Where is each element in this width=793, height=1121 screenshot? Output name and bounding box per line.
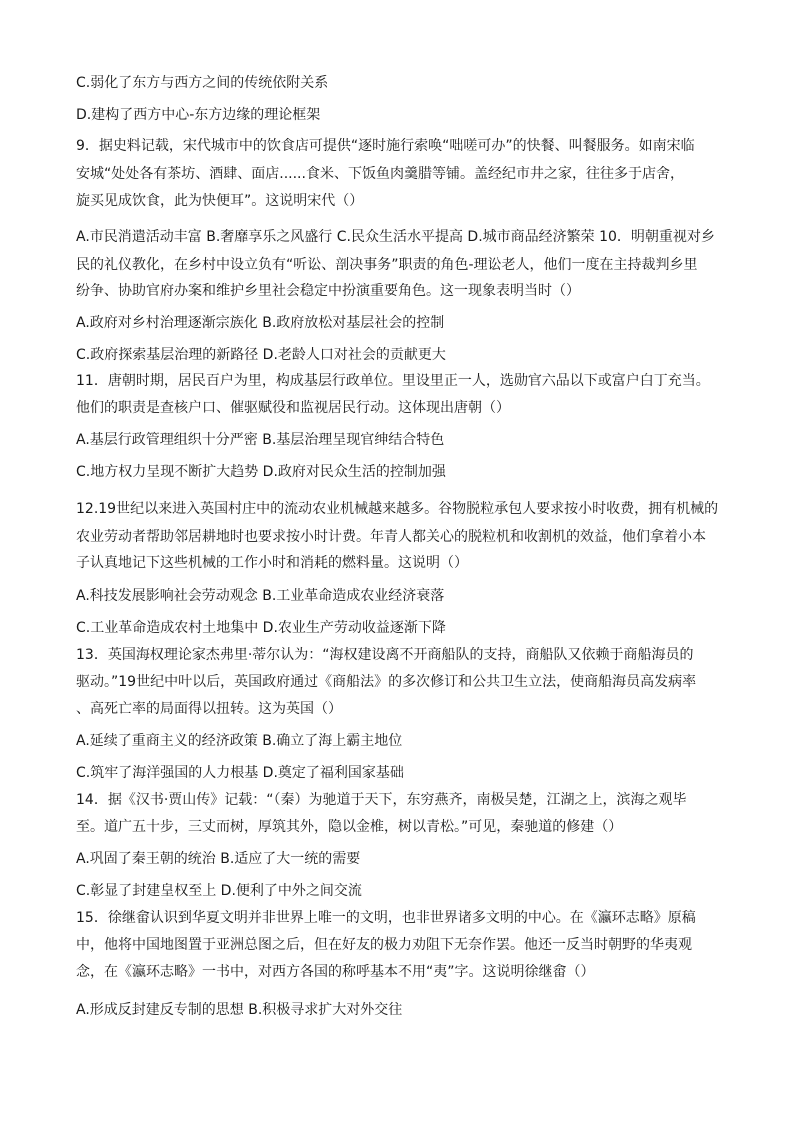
text-line: 至。道广五十步，三丈而树，厚筑其外，隐以金椎，树以青松。”可见，秦驰道的修建（）	[76, 819, 623, 835]
text-line: 驱动。”19世纪中叶以后，英国政府通过《商船法》的多次修订和公共卫生立法，使商船海员高发病率	[76, 674, 697, 690]
text-line: A.市民消遣活动丰富 B.奢靡享乐之风盛行 C.民众生活水平提高 D.城市商品经济繁荣 10．明朝重视对乡	[76, 229, 715, 245]
text-line: 念，在《瀛环志略》一书中，对西方各国的称呼基本不用“夷”字。这说明徐继畲（）	[76, 964, 595, 980]
text-line: C.彰显了封建皇权至上 D.便利了中外之间交流	[76, 883, 362, 899]
text-line: A.巩固了秦王朝的统治 B.适应了大一统的需要	[76, 851, 361, 867]
text-line: 13．英国海权理论家杰弗里·蒂尔认为：“海权建设离不开商船队的支持，商船队又依赖于商船海员的	[76, 647, 694, 663]
text-line: 、高死亡率的局面得以扭转。这为英国（）	[76, 701, 342, 717]
text-line: 14．据《汉书·贾山传》记载：“（秦）为驰道于天下，东穷燕齐，南极吴楚，江湖之上，滨海之观毕	[76, 792, 687, 808]
text-line: 9．据史料记载，宋代城市中的饮食店可提供“逐时施行索唤“咄嗟可办”的快餐、叫餐服务。如南宋临	[76, 138, 695, 154]
text-line: 安城“处处各有茶坊、酒肆、面店......食米、下饭鱼肉羹腊等铺。盖经纪市井之家，往往多于店舍，	[76, 166, 684, 182]
text-line: 民的礼仪教化，在乡村中设立负有“听讼、剖决事务”职责的角色-理讼老人，他们一度在主持裁判乡里	[76, 257, 698, 273]
text-line: D.建构了西方中心-东方边缘的理论框架	[76, 107, 321, 123]
text-line: 12.19世纪以来进入英国村庄中的流动农业机械越来越多。谷物脱粒承包人要求按小时收费，拥有机械的	[76, 501, 719, 517]
text-line: 他们的职责是查核户口、催驱赋役和监视居民行动。这体现出唐朝（）	[76, 400, 510, 416]
text-line: C.筑牢了海洋强国的人力根基 D.奠定了福利国家基础	[76, 765, 404, 781]
text-line: 纷争、协助官府办案和维护乡里社会稳定中扮演重要角色。这一现象表明当时（）	[76, 283, 580, 299]
text-line: A.科技发展影响社会劳动观念 B.工业革命造成农业经济衰落	[76, 588, 445, 604]
text-line: C.工业革命造成农村土地集中 D.农业生产劳动收益逐渐下降	[76, 620, 446, 636]
text-line: C.弱化了东方与西方之间的传统依附关系	[76, 75, 329, 91]
text-line: C.政府探索基层治理的新路径 D.老龄人口对社会的贡献更大	[76, 347, 446, 363]
text-line: 子认真地记下这些机械的工作小时和消耗的燃料量。这说明（）	[76, 555, 468, 571]
text-line: 15．徐继畲认识到华夏文明并非世界上唯一的文明，也非世界诸多文明的中心。在《瀛环志略》原稿	[76, 910, 696, 926]
text-line: 11．唐朝时期，居民百户为里，构成基层行政单位。里设里正一人，选勋官六品以下或富户白丁充当。	[76, 373, 710, 389]
text-line: 农业劳动者帮助邻居耕地时也要求按小时计费。年青人都关心的脱粒机和收割机的效益，他们拿着小本	[76, 529, 706, 545]
text-line: A.形成反封建反专制的思想 B.积极寻求扩大对外交往	[76, 1002, 403, 1018]
text-line: A.延续了重商主义的经济政策 B.确立了海上霸主地位	[76, 733, 403, 749]
text-line: C.地方权力呈现不断扩大趋势 D.政府对民众生活的控制加强	[76, 464, 446, 480]
text-line: A.政府对乡村治理逐渐宗族化 B.政府放松对基层社会的控制	[76, 315, 445, 331]
text-line: 旋买见成饮食，此为快便耳”。这说明宋代（）	[76, 193, 364, 209]
text-line: 中，他将中国地图置于亚洲总图之后，但在好友的极力劝阻下无奈作罢。他还一反当时朝野的华夷观	[76, 937, 692, 953]
text-line: A.基层行政管理组织十分严密 B.基层治理呈现官绅结合特色	[76, 432, 445, 448]
